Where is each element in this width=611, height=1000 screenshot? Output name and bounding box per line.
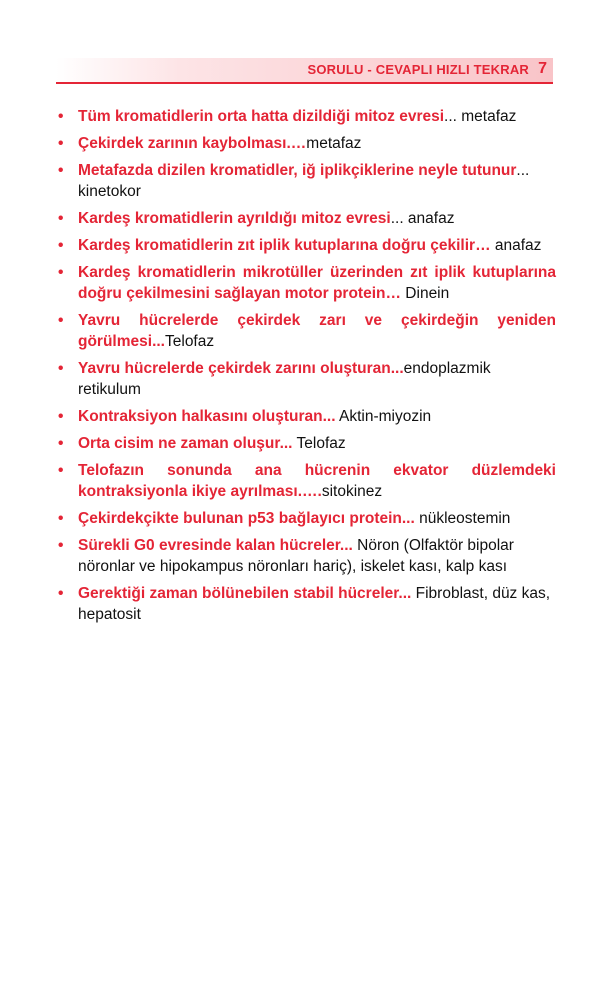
list-item [56,310,556,352]
page-number: 7 [538,60,547,77]
list-item [56,433,556,454]
answer-text: Fibroblast, düz kas, hepatosit [78,585,551,623]
answer-text: Dinein [401,285,450,302]
question-text: Telofazın sonunda ana hücrenin ekvator düzlemdeki kontraksiyonla ikiye ayrılması.…. [78,462,556,500]
answer-text: Telofaz [165,333,215,350]
answer-text: endoplazmik retikulum [78,360,491,398]
answer-text: anafaz [490,237,542,254]
question-text: Sürekli G0 evresinde kalan hücreler... [78,537,353,554]
bullet-icon: • [58,462,64,479]
answer-text: Nöron (Olfaktör bipolar nöronlar ve hipokampus nöronları hariç), iskelet kası, kalp kası [78,537,514,575]
list-item [56,160,556,202]
list-item [56,358,556,400]
answer-text: metafaz [306,135,362,152]
list-item [56,208,556,229]
bullet-icon: • [58,162,64,179]
answer-text: Aktin-miyozin [335,408,432,425]
answer-text: ... kinetokor [78,162,530,200]
answer-text: nükleostemin [414,510,511,527]
list-item [56,460,556,502]
question-text: Yavru hücrelerde çekirdek zarını oluşturan... [78,360,404,377]
bullet-icon: • [58,537,64,554]
bullet-icon: • [58,510,64,527]
question-text: Metafazda dizilen kromatidler, iğ iplikçiklerine neyle tutunur [78,162,517,179]
answer-text: sitokinez [321,483,383,500]
list-item [56,535,556,577]
answer-text: ... metafaz [444,108,517,125]
question-text: Tüm kromatidlerin orta hatta dizildiği mitoz evresi [78,108,445,125]
bullet-icon: • [58,360,64,377]
list-item [56,106,556,127]
question-text: Yavru hücrelerde çekirdek zarı ve çekirdeğin yeniden görülmesi... [78,312,556,350]
question-text: Orta cisim ne zaman oluşur... [78,435,293,452]
question-text: Çekirdek zarının kaybolması.… [78,135,307,152]
bullet-icon: • [58,585,64,602]
bullet-icon: • [58,108,64,125]
header-title: SORULU - CEVAPLI HIZLI TEKRAR [307,62,529,77]
question-text: Kardeş kromatidlerin ayrıldığı mitoz evresi [78,210,391,227]
question-text: Çekirdekçikte bulunan p53 bağlayıcı protein... [78,510,415,527]
page-header [56,58,553,84]
review-list [56,106,556,631]
bullet-icon: • [58,408,64,425]
bullet-icon: • [58,264,64,281]
list-item [56,235,556,256]
bullet-icon: • [58,135,64,152]
list-item [56,583,556,625]
list-item [56,508,556,529]
question-text: Kontraksiyon halkasını oluşturan... [78,408,336,425]
bullet-icon: • [58,237,64,254]
answer-text: Telofaz [292,435,346,452]
bullet-icon: • [58,312,64,329]
question-text: Kardeş kromatidlerin zıt iplik kutuplarına doğru çekilir… [78,237,491,254]
answer-text: ... anafaz [390,210,455,227]
question-text: Kardeş kromatidlerin mikrotüller üzerinden zıt iplik kutuplarına doğru çekilmesini sağlayan motor protein… [78,264,556,302]
question-text: Gerektiği zaman bölünebilen stabil hücreler... [78,585,412,602]
bullet-icon: • [58,435,64,452]
list-item [56,262,556,304]
list-item [56,133,556,154]
list-item [56,406,556,427]
bullet-icon: • [58,210,64,227]
